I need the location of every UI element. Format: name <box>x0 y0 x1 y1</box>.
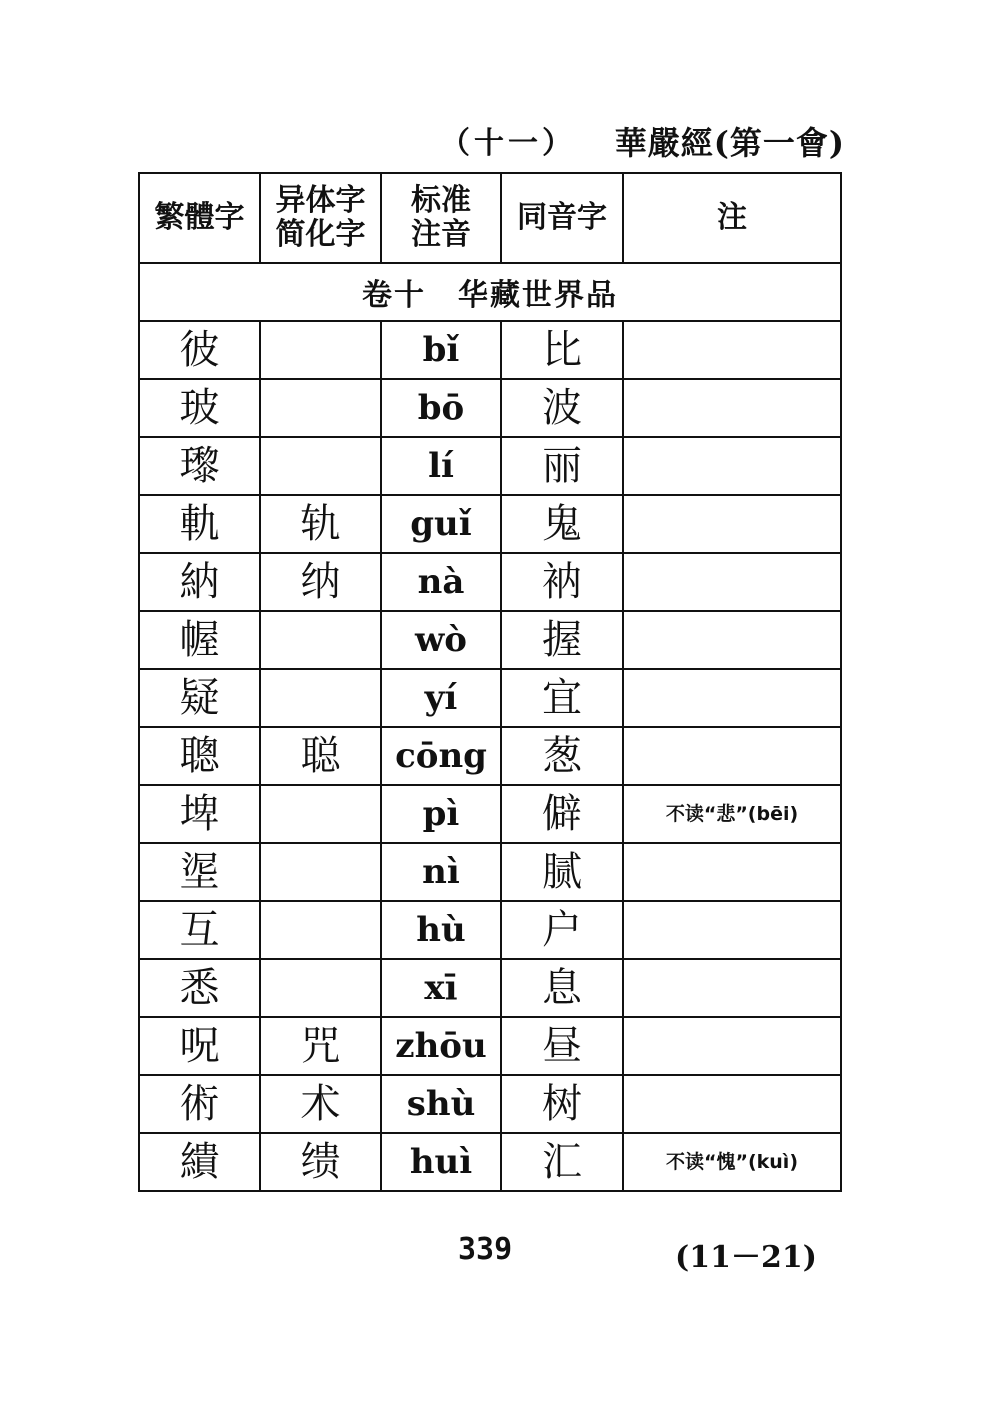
simplified-char-cell: 缋 <box>260 1133 381 1191</box>
note-cell: 不读“悲”(bēi) <box>623 785 841 843</box>
homophone-cell: 宜 <box>501 669 623 727</box>
homophone-cell: 丽 <box>501 437 623 495</box>
table-row <box>139 959 841 1017</box>
pinyin-cell: nì <box>381 843 501 901</box>
simplified-char-cell: 聪 <box>260 727 381 785</box>
simplified-char-cell <box>260 959 381 1017</box>
homophone-cell: 波 <box>501 379 623 437</box>
table-row <box>139 727 841 785</box>
simplified-char-cell: 纳 <box>260 553 381 611</box>
note-cell <box>623 843 841 901</box>
pinyin-cell: lí <box>381 437 501 495</box>
note-cell <box>623 553 841 611</box>
header-variant-simplified: 异体字 简化字 <box>260 173 381 263</box>
traditional-char-cell: 互 <box>139 901 260 959</box>
section-title: 卷十 华藏世界品 <box>139 263 841 321</box>
traditional-char-cell: 埿 <box>139 843 260 901</box>
section-label: （十一） <box>440 126 576 161</box>
table-row <box>139 1017 841 1075</box>
simplified-char-cell: 轨 <box>260 495 381 553</box>
table-row <box>139 1133 841 1191</box>
pinyin-cell: pì <box>381 785 501 843</box>
homophone-cell: 昼 <box>501 1017 623 1075</box>
traditional-char-cell: 悉 <box>139 959 260 1017</box>
pinyin-cell: cōng <box>381 727 501 785</box>
homophone-cell: 葱 <box>501 727 623 785</box>
note-cell <box>623 437 841 495</box>
note-cell <box>623 1075 841 1133</box>
note-cell <box>623 321 841 379</box>
note-cell <box>623 901 841 959</box>
note-cell <box>623 379 841 437</box>
traditional-char-cell: 術 <box>139 1075 260 1133</box>
page-header <box>140 118 845 162</box>
table-row <box>139 843 841 901</box>
simplified-char-cell <box>260 785 381 843</box>
simplified-char-cell <box>260 611 381 669</box>
header-traditional: 繁體字 <box>139 173 260 263</box>
homophone-cell: 树 <box>501 1075 623 1133</box>
homophone-cell: 鬼 <box>501 495 623 553</box>
simplified-char-cell: 术 <box>260 1075 381 1133</box>
table-row <box>139 379 841 437</box>
traditional-char-cell: 呪 <box>139 1017 260 1075</box>
book-title: 華嚴經(第一會) <box>614 124 845 162</box>
simplified-char-cell <box>260 843 381 901</box>
pinyin-cell: hù <box>381 901 501 959</box>
traditional-char-cell: 納 <box>139 553 260 611</box>
table-header-row <box>139 173 841 263</box>
table-row <box>139 1075 841 1133</box>
traditional-char-cell: 瓈 <box>139 437 260 495</box>
section-title-row <box>139 263 841 321</box>
header-note: 注 <box>623 173 841 263</box>
traditional-char-cell: 疑 <box>139 669 260 727</box>
table-row <box>139 611 841 669</box>
note-cell <box>623 1017 841 1075</box>
pinyin-cell: huì <box>381 1133 501 1191</box>
traditional-char-cell: 繢 <box>139 1133 260 1191</box>
note-cell <box>623 959 841 1017</box>
note-cell <box>623 669 841 727</box>
homophone-cell: 握 <box>501 611 623 669</box>
homophone-cell: 僻 <box>501 785 623 843</box>
homophone-cell: 息 <box>501 959 623 1017</box>
pinyin-cell: xī <box>381 959 501 1017</box>
table-row <box>139 321 841 379</box>
header-homophone: 同音字 <box>501 173 623 263</box>
note-cell <box>623 611 841 669</box>
homophone-cell: 汇 <box>501 1133 623 1191</box>
homophone-cell: 户 <box>501 901 623 959</box>
header-standard-pinyin: 标准 注音 <box>381 173 501 263</box>
simplified-char-cell <box>260 437 381 495</box>
traditional-char-cell: 埤 <box>139 785 260 843</box>
traditional-char-cell: 軌 <box>139 495 260 553</box>
homophone-cell: 比 <box>501 321 623 379</box>
pinyin-cell: shù <box>381 1075 501 1133</box>
page-footer <box>140 1232 840 1275</box>
table-row <box>139 785 841 843</box>
pinyin-cell: yí <box>381 669 501 727</box>
table-row <box>139 437 841 495</box>
note-cell <box>623 727 841 785</box>
simplified-char-cell: 咒 <box>260 1017 381 1075</box>
traditional-char-cell: 彼 <box>139 321 260 379</box>
traditional-char-cell: 幄 <box>139 611 260 669</box>
simplified-char-cell <box>260 901 381 959</box>
homophone-cell: 腻 <box>501 843 623 901</box>
homophone-cell: 衲 <box>501 553 623 611</box>
pinyin-cell: bō <box>381 379 501 437</box>
page-number: 339 <box>458 1232 513 1267</box>
table-row <box>139 495 841 553</box>
note-cell <box>623 495 841 553</box>
pinyin-cell: guǐ <box>381 495 501 553</box>
pinyin-cell: nà <box>381 553 501 611</box>
page-range: (11－21) <box>675 1240 817 1275</box>
table-row <box>139 901 841 959</box>
simplified-char-cell <box>260 379 381 437</box>
note-cell: 不读“愧”(kuì) <box>623 1133 841 1191</box>
pinyin-cell: wò <box>381 611 501 669</box>
simplified-char-cell <box>260 321 381 379</box>
traditional-char-cell: 玻 <box>139 379 260 437</box>
table-row <box>139 669 841 727</box>
pinyin-cell: bǐ <box>381 321 501 379</box>
traditional-char-cell: 聰 <box>139 727 260 785</box>
pinyin-cell: zhōu <box>381 1017 501 1075</box>
character-table <box>138 172 842 1192</box>
simplified-char-cell <box>260 669 381 727</box>
table-row <box>139 553 841 611</box>
